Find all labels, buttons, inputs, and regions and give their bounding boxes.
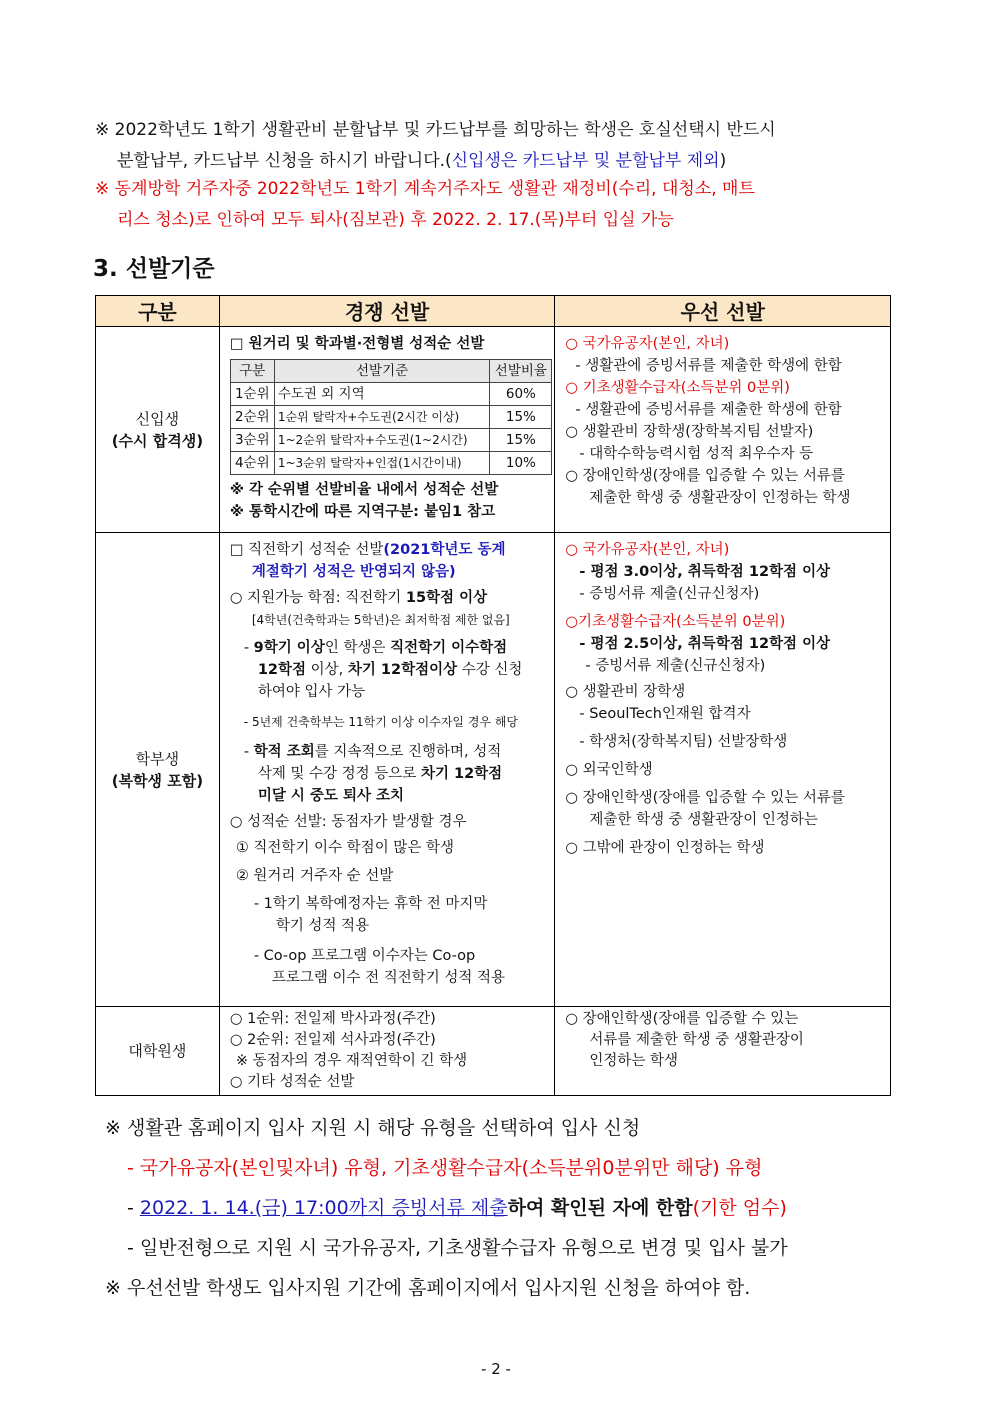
- selection-criteria-table: [95, 295, 891, 1096]
- notice-move-out: [95, 174, 905, 236]
- table-row: 1순위 수도권 외 지역 60%: [230, 383, 552, 406]
- grad-competitive: ○ 1순위: 전일제 박사과정(주간) ○ 2순위: 전일제 석사과정(주간) ※ 동점자의 경우 재적연학이 긴 학생 ○ 기타 성적순 선발: [219, 1007, 555, 1096]
- header-competitive: 경쟁 선발: [219, 296, 555, 327]
- note-apply-type: ※ 생활관 홈페이지 입사 지원 시 해당 유형을 선택하여 입사 신청: [105, 1117, 641, 1139]
- row-undergraduate: [96, 533, 891, 1007]
- freshman-competitive: □ 원거리 및 학과별·전형별 성적순 선발 구분 선발기준 선발비율 1순위 수도권 외 지역 60% 2순위 1순위 탈락자+수도권(2시간 이상) 15% 3순위 1~2순위 탈락자+수도권(1~2시간) 15% 4순위 1~3순위 탈락자+인접(1시간이내) 10% ※ 각 순위별 선발비율 내에서 성적순 선발 ※ 통학시간에 따른 지역구분: 붙임1 참고: [219, 327, 555, 533]
- application-notes: [105, 1108, 905, 1308]
- notice-payment-line2: 분할납부, 카드납부 신청을 하시기 바랍니다.(신입생은 카드납부 및 분할납부 제외): [117, 151, 727, 171]
- undergrad-label: 학부생 (복학생 포함): [96, 533, 220, 1007]
- grad-label: 대학원생: [96, 1007, 220, 1096]
- freshman-label: 신입생 (수시 합격생): [96, 327, 220, 533]
- section-title: 3. 선발기준: [93, 256, 215, 282]
- row-freshman: [96, 327, 891, 533]
- notice-payment-line1: ※ 2022학년도 1학기 생활관비 분할납부 및 카드납부를 희망하는 학생은 호실선택시 반드시: [95, 120, 776, 140]
- page-number: - 2 -: [481, 1360, 511, 1378]
- header-category: 구분: [96, 296, 220, 327]
- note-priority-apply: ※ 우선선발 학생도 입사지원 기간에 홈페이지에서 입사지원 신청을 하여야 함.: [105, 1277, 751, 1299]
- table-row: 4순위 1~3순위 탈락자+인접(1시간이내) 10%: [230, 452, 552, 475]
- freshman-ratio-table: 구분 선발기준 선발비율 1순위 수도권 외 지역 60% 2순위 1순위 탈락자+수도권(2시간 이상) 15% 3순위 1~2순위 탈락자+수도권(1~2시간) 15% 4순위 1~3순위 탈락자+인접(1시간이내) 10%: [230, 359, 553, 475]
- header-priority: 우선 선발: [555, 296, 891, 327]
- note-general-type: - 일반전형으로 지원 시 국가유공자, 기초생활수급자 유형으로 변경 및 입사 불가: [127, 1237, 788, 1259]
- table-row: 2순위 1순위 탈락자+수도권(2시간 이상) 15%: [230, 406, 552, 429]
- row-graduate: [96, 1007, 891, 1096]
- notice-move-out-line1: ※ 동계방학 거주자중 2022학년도 1학기 계속거주자도 생활관 재정비(수리, 대청소, 매트: [95, 179, 755, 199]
- notice-payment: [95, 115, 905, 177]
- freshman-priority: ○ 국가유공자(본인, 자녀) - 생활관에 증빙서류를 제출한 학생에 한함 ○ 기초생활수급자(소득분위 0분위) - 생활관에 증빙서류를 제출한 학생에 한함 ○ 생활관비 장학생(장학복지팀 선발자) - 대학수학능력시험 성적 최우수자 등 ○ 장애인학생(장애를 입증할 수 있는 서류를 제출한 학생 중 생활관장이 인정하는 학생: [555, 327, 891, 533]
- undergrad-competitive: □ 직전학기 성적순 선발(2021학년도 동계 계절학기 성적은 반영되지 않음) ○ 지원가능 학점: 직전학기 15학점 이상 [4학년(건축학과는 5학년)은 최저학점 제한 없음] - 9학기 이상인 학생은 직전학기 이수학점 12학점 이상, 차기 12학점이상 수강 신청 하여야 입사 가능 - 5년제 건축학부는 11학기 이상 이수자일 경우 해당 - 학적 조회를 지속적으로 진행하며, 성적 삭제 및 수강 정정 등으로 차기 12학점 미달 시 중도 퇴사 조치 ○ 성적순 선발: 동점자가 발생할 경우 ① 직전학기 이수 학점이 많은 학생 ② 원거리 거주자 순 선발 - 1학기 복학예정자는 휴학 전 마지막 학기 성적 적용 - Co-op 프로그램 이수자는 Co-op 프로그램 이수 전 직전학기 성적 적용: [219, 533, 555, 1007]
- table-row: 3순위 1~2순위 탈락자+수도권(1~2시간) 15%: [230, 429, 552, 452]
- note-deadline: - 2022. 1. 14.(금) 17:00까지 증빙서류 제출하여 확인된 자에 한함(기한 엄수): [127, 1197, 787, 1219]
- grad-priority: ○ 장애인학생(장애를 입증할 수 있는 서류를 제출한 학생 중 생활관장이 인정하는 학생: [555, 1007, 891, 1096]
- notice-move-out-line2: 리스 청소)로 인하여 모두 퇴사(짐보관) 후 2022. 2. 17.(목)부터 입실 가능: [117, 210, 674, 230]
- note-priority-types: - 국가유공자(본인및자녀) 유형, 기초생활수급자(소득분위0분위만 해당) 유형: [127, 1157, 763, 1179]
- undergrad-priority: ○ 국가유공자(본인, 자녀) - 평점 3.0이상, 취득학점 12학점 이상 - 증빙서류 제출(신규신청자) ○기초생활수급자(소득분위 0분위) - 평점 2.5이상, 취득학점 12학점 이상 - 증빙서류 제출(신규신청자) ○ 생활관비 장학생 - SeoulTech인재원 합격자 - 학생처(장학복지팀) 선발장학생 ○ 외국인학생 ○ 장애인학생(장애를 입증할 수 있는 서류를 제출한 학생 중 생활관장이 인정하는 ○ 그밖에 관장이 인정하는 학생: [555, 533, 891, 1007]
